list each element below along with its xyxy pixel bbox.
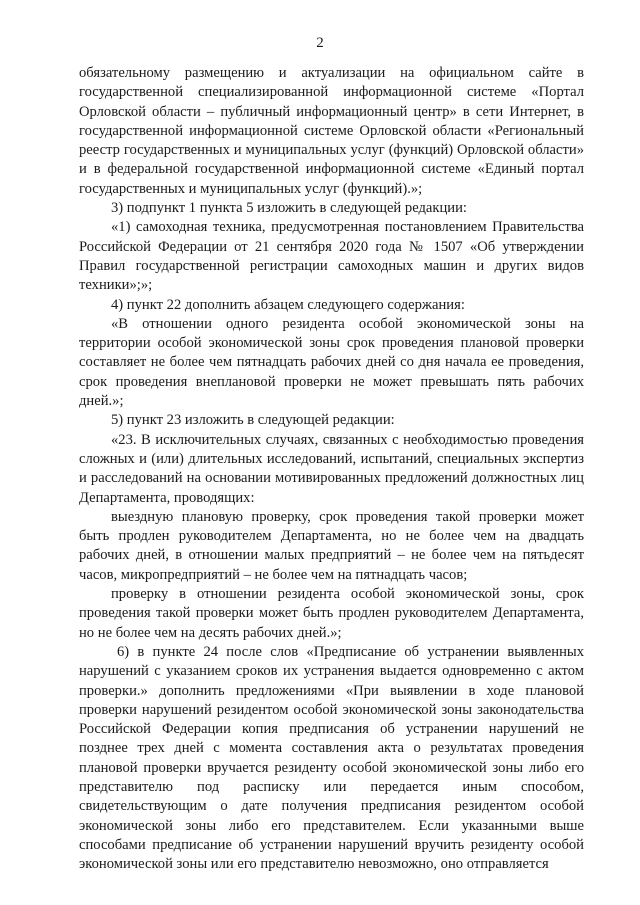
paragraph-item-6: 6) в пункте 24 после слов «Предписание об устранении выявленных нарушений с указанием сроков их устранения выдается одновременно с актом проверки.» дополнить предложениями «При выявлении в ходе плановой проверки нарушений резидентом особой экономической зоны законодательства Российской Федерации копия предписания об устранении нарушений не позднее трех дней с момента составления акта о результатах проведения плановой проверки вручается резиденту особой экономической зоны либо его представителю под расписку или передается иным способом, свидетельствующим о дате получения предписания резидентом особой экономической зоны либо его представителем. Если указанными выше способами предписание об устранении нарушений вручить резиденту особой экономической зоны или его представителю невозможно, оно отправляется: [79, 643, 584, 873]
paragraph-item-3-text: «1) самоходная техника, предусмотренная постановлением Правительства Российской Федерации от 21 сентября 2020 года № 1507 «Об утверждении Правил государственной регистрации самоходных машин и других видов техники»;»;: [79, 219, 584, 294]
paragraph-item-3: 3) подпункт 1 пункта 5 изложить в следующей редакции:: [111, 200, 467, 217]
page-number: 2: [316, 35, 324, 51]
paragraph-item-5-onsite-check: выездную плановую проверку, срок проведения такой проверки может быть продлен руководителем Департамента, но не более чем на двадцать рабочих дней, в отношении малых предприятий – не более чем на пятьдесят часов, микропредприятий – не более чем на пятнадцать часов;: [79, 508, 584, 583]
paragraph-item-4: 4) пункт 22 дополнить абзацем следующего содержания:: [111, 296, 465, 313]
paragraph-item-5-text: «23. В исключительных случаях, связанных с необходимостью проведения сложных и (или) длительных исследований, испытаний, специальных экспертиз и расследований на основании мотивированных предложений должностных лиц Департамента, проводящих:: [79, 431, 584, 506]
paragraph-item-4-text: «В отношении одного резидента особой экономической зоны на территории особой экономической зоны срок проведения плановой проверки составляет не более чем пятнадцать рабочих дней со дня начала ее проведения, срок проведения внеплановой проверки не может превышать пять рабочих дней.»;: [79, 315, 584, 410]
paragraph-continuation: обязательному размещению и актуализации на официальном сайте в государственной специализированной информационной системе «Портал Орловской области – публичный информационный центр» в сети Интернет, в государственной информационной системе Орловской области «Региональный реестр государственных и муниципальных услуг (функций) Орловской области» и в федеральной государственной информационной системе «Единый портал государственных и муниципальных услуг (функций).»;: [79, 65, 584, 197]
paragraph-item-5-resident-check: проверку в отношении резидента особой экономической зоны, срок проведения такой проверки может быть продлен руководителем Департамента, но не более чем на десять рабочих дней.»;: [79, 586, 584, 641]
document-body: [79, 64, 584, 874]
paragraph-item-5: 5) пункт 23 изложить в следующей редакции:: [111, 412, 395, 429]
